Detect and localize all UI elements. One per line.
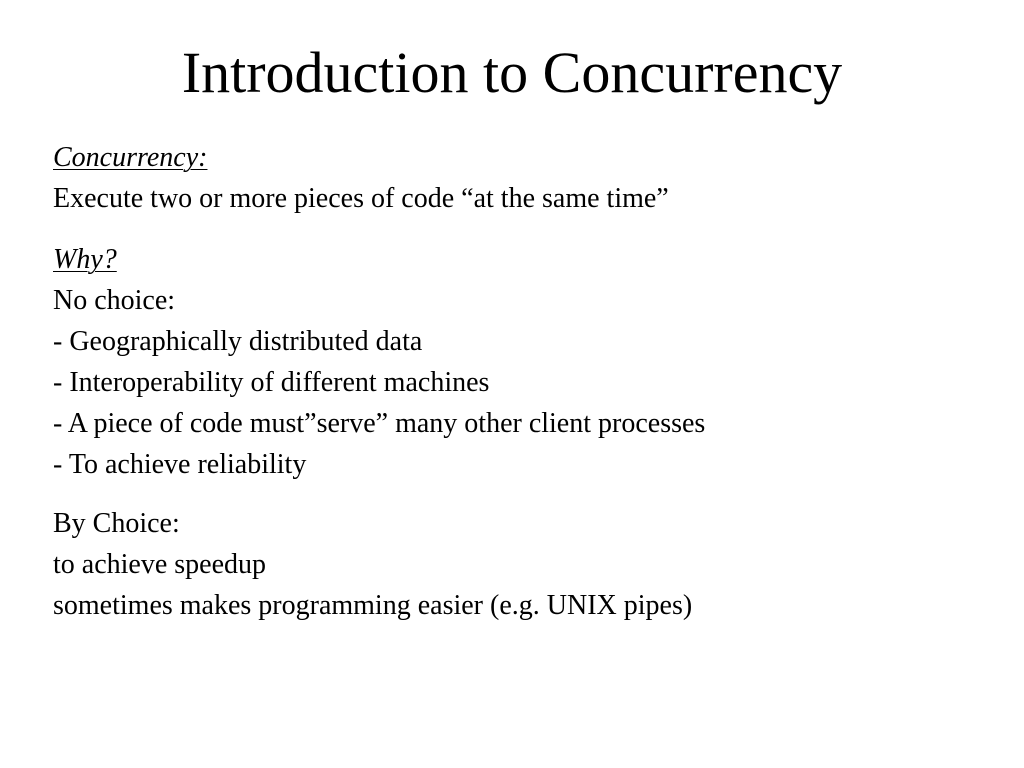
no-choice-label: No choice:	[53, 285, 176, 316]
by-choice-section	[53, 503, 692, 626]
definition-text: Execute two or more pieces of code “at the same time”	[53, 183, 669, 214]
list-item: - A piece of code must”serve” many other client processes	[53, 408, 706, 439]
definition-section	[53, 137, 669, 219]
why-section	[53, 239, 705, 485]
list-item: - Geographically distributed data	[53, 326, 423, 357]
slide-title: Introduction to Concurrency	[181, 40, 843, 105]
definition-heading: Concurrency:	[53, 142, 208, 173]
why-heading: Why?	[53, 244, 117, 275]
list-item: sometimes makes programming easier (e.g. UNIX pipes)	[53, 590, 693, 621]
list-item: - To achieve reliability	[53, 449, 307, 480]
by-choice-label: By Choice:	[53, 508, 180, 539]
list-item: to achieve speedup	[53, 549, 267, 580]
list-item: - Interoperability of different machines	[53, 367, 490, 398]
